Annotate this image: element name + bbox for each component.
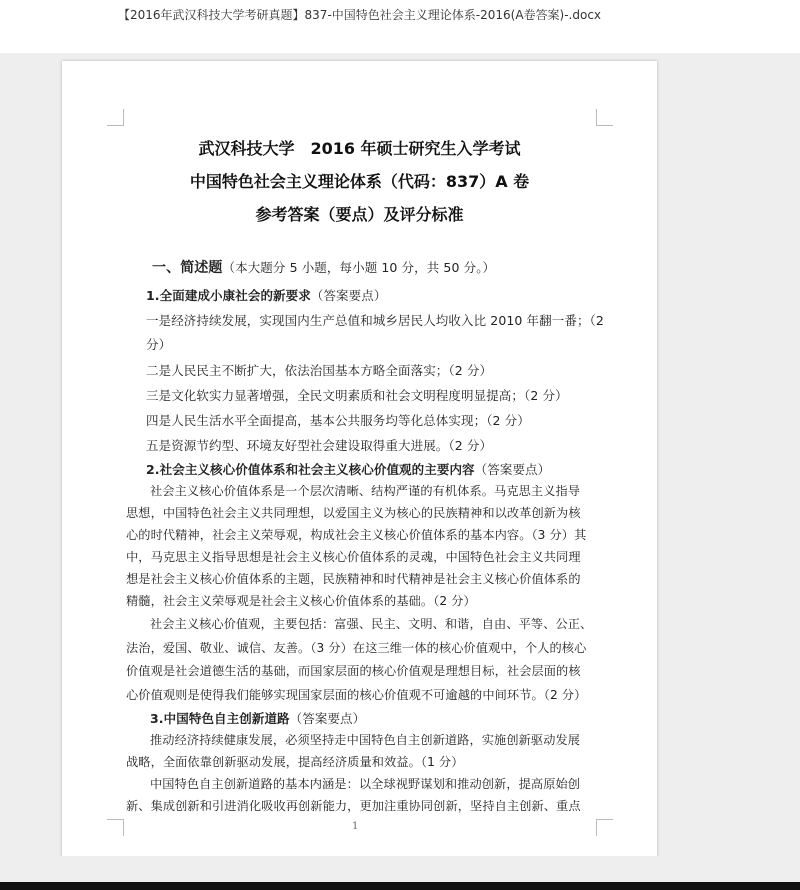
question-title [146, 460, 550, 478]
question-3-note: （答案要点） [289, 711, 366, 726]
question-2-title: 2.社会主义核心价值体系和社会主义核心价值观的主要内容 [146, 462, 475, 477]
answer-line: 推动经济持续健康发展，必须坚持走中国特色自主创新道路，实施创新驱动发展 [150, 733, 581, 747]
bottom-strip [0, 882, 800, 890]
page-number: 1 [352, 821, 359, 832]
exam-heading: 武汉科技大学 2016 年硕士研究生入学考试 [198, 139, 521, 158]
answer-line: 分） [146, 337, 172, 352]
answer-line: 法治，爱国、敬业、诚信、友善。（3 分）在这三维一体的核心价值观中，个人的核心 [126, 641, 587, 655]
answer-line: 社会主义核心价值观，主要包括：富强、民主、文明、和谐，自由、平等、公正、 [150, 617, 593, 631]
question-1-note: （答案要点） [310, 288, 387, 303]
answer-line: 思想，中国特色社会主义共同理想，以爱国主义为核心的民族精神和以改革创新为核 [126, 506, 581, 520]
margin-corner-mark [596, 109, 613, 126]
answer-line: 二是人民民主不断扩大，依法治国基本方略全面落实；（2 分） [146, 363, 493, 378]
answer-line: 中，马克思主义指导思想是社会主义核心价值体系的灵魂，中国特色社会主义共同理 [126, 550, 581, 564]
bottom-bar [0, 856, 800, 890]
answer-line: 三是文化软实力显著增强，全民文明素质和社会文明程度明显提高；（2 分） [146, 388, 568, 403]
document-title: 【2016年武汉科技大学考研真题】837-中国特色社会主义理论体系-2016(A卷答案)-.docx [118, 8, 602, 22]
document-page [62, 61, 657, 866]
document-viewer[interactable] [0, 53, 800, 856]
answer-line: 想是社会主义核心价值体系的主题，民族精神和时代精神是社会主义核心价值体系的 [126, 572, 581, 586]
answer-line: 新、集成创新和引进消化吸收再创新能力，更加注重协同创新，坚持自主创新、重点 [126, 799, 581, 813]
answer-line: 价值观是社会道德生活的基础，而国家层面的核心价值观是理想目标，社会层面的核 [126, 664, 581, 678]
answer-line: 五是资源节约型、环境友好型社会建设取得重大进展。（2 分） [146, 438, 493, 453]
answer-key-heading: 参考答案（要点）及评分标准 [255, 205, 464, 224]
margin-corner-mark [107, 819, 124, 836]
answer-line: 四是人民生活水平全面提高，基本公共服务均等化总体实现；（2 分） [146, 413, 530, 428]
margin-corner-mark [596, 819, 613, 836]
section-note: （本大题分 5 小题，每小题 10 分，共 50 分。） [222, 260, 496, 275]
answer-line: 心的时代精神，社会主义荣辱观，构成社会主义核心价值体系的基本内容。（3 分）其 [126, 528, 587, 542]
question-2-note: （答案要点） [474, 462, 551, 477]
question-title [150, 709, 365, 727]
answer-line: 心价值观则是使得我们能够实现国家层面的核心价值观不可逾越的中间环节。（2 分） [126, 688, 587, 702]
question-title [146, 286, 386, 304]
section-heading [152, 257, 495, 277]
answer-line: 战略，全面依靠创新驱动发展，提高经济质量和效益。（1 分） [126, 755, 464, 769]
answer-line: 一是经济持续发展，实现国内生产总值和城乡居民人均收入比 2010 年翻一番；（2 [146, 313, 604, 328]
question-1-title: 1.全面建成小康社会的新要求 [146, 288, 311, 303]
margin-corner-mark [107, 109, 124, 126]
answer-line: 精髓，社会主义荣辱观是社会主义核心价值体系的基础。（2 分） [126, 594, 476, 608]
answer-line: 中国特色自主创新道路的基本内涵是：以全球视野谋划和推动创新，提高原始创 [150, 777, 581, 791]
question-3-title: 3.中国特色自主创新道路 [150, 711, 290, 726]
section-title: 一、简述题 [152, 260, 223, 276]
answer-line: 社会主义核心价值体系是一个层次清晰、结构严谨的有机体系。马克思主义指导 [150, 484, 581, 498]
title-bar [0, 0, 800, 53]
exam-subject-heading: 中国特色社会主义理论体系（代码：837）A 卷 [189, 172, 530, 191]
